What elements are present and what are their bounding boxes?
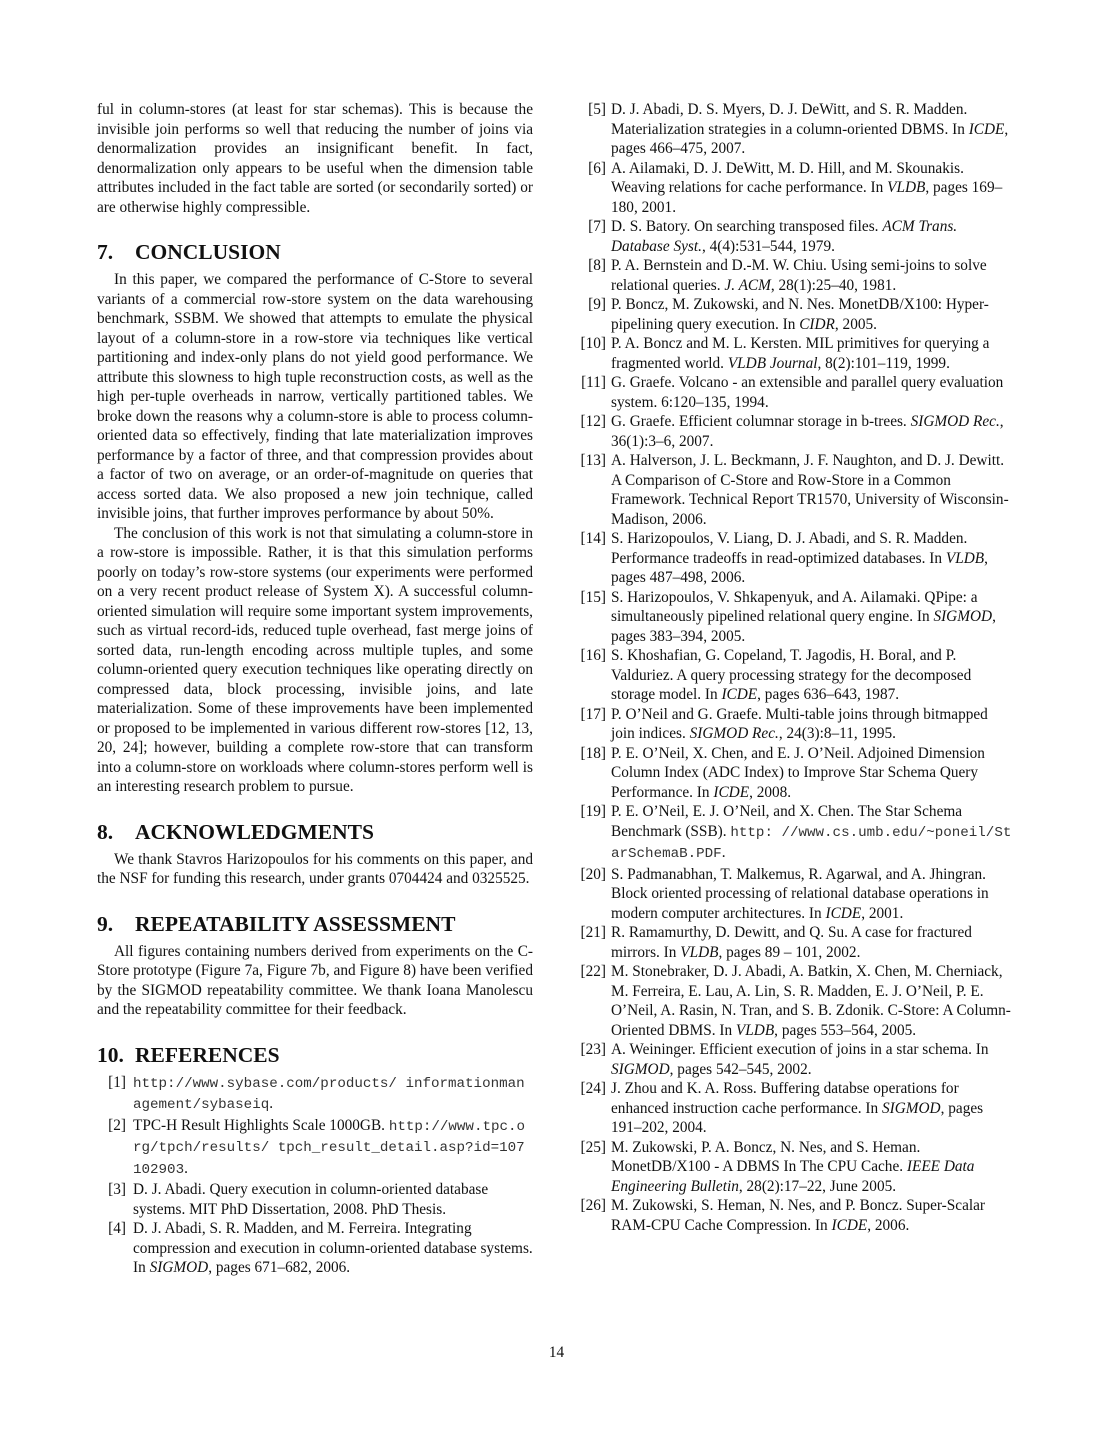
reference-text: , pages 671–682, 2006.: [208, 1259, 351, 1276]
reference-item: [583, 295, 1013, 334]
reference-item: [580, 962, 1013, 1040]
section-heading: [97, 240, 533, 264]
section-number: 9.: [97, 911, 114, 936]
reference-text: , 2001.: [861, 904, 904, 922]
reference-text: , pages 89 – 101, 2002.: [718, 943, 861, 961]
section-number: 10.: [97, 1042, 124, 1067]
reference-number: [25]: [580, 1138, 606, 1156]
reference-item: [580, 923, 1013, 962]
reference-item: [580, 451, 1013, 529]
reference-item: [97, 1073, 533, 1116]
section-title: CONCLUSION: [135, 240, 281, 264]
paragraph: We thank Stavros Harizopoulos for his comments on this paper, and the NSF for funding this research, under grants 0704424 and 0325525.: [97, 850, 533, 887]
reference-text: R. Ramamurthy, D. Dewitt, and Q. Su. A case for fractured mirrors. In: [611, 924, 972, 961]
reference-url[interactable]: http://www.tpc.org/tpch/results/ tpch_result_detail.asp?id=107102903: [133, 1118, 526, 1178]
reference-venue: SIGMOD: [933, 608, 993, 625]
paragraph: In this paper, we compared the performance of C-Store to several variants of a commercial row-store system on the data warehousing benchmark, SSBM. We showed that attempts to emulate the physical layout of a column-store in a row-store via techniques like vertical partitioning and index-only plans do not yield good performance. We attribute this slowness to high tuple reconstruction costs, as well as the high per-tuple overheads in narrow, vertically partitioned tables. We broke down the reasons why a column-store is able to process column-oriented data so effectively, finding that late materialization improves performance by a factor of three, and that compression provides about a factor of two on average, or an order-of-magnitude on queries that access sorted data. We also proposed a new join technique, called invisible joins, that further improves performance by about 50%.: [97, 271, 533, 522]
reference-item: [580, 744, 1013, 803]
reference-number: [20]: [580, 865, 606, 883]
reference-number: [5]: [588, 101, 606, 118]
reference-number: [26]: [580, 1197, 606, 1214]
reference-venue: SIGMOD: [611, 1060, 670, 1078]
reference-item: [583, 373, 1013, 412]
reference-number: [11]: [581, 374, 606, 391]
section-title: REPEATABILITY ASSESSMENT: [135, 911, 456, 936]
reference-number: [8]: [588, 257, 606, 274]
reference-item: [97, 1219, 533, 1278]
reference-venue: VLDB: [945, 549, 985, 567]
reference-item: [580, 802, 1013, 865]
reference-text: D. J. Abadi, S. R. Madden, and M. Ferreira. Integrating compression and execution in column-oriented database systems. In: [133, 1220, 533, 1276]
reference-item: [97, 1180, 533, 1219]
reference-text: M. Zukowski, S. Heman, N. Nes, and P. Boncz. Super-Scalar RAM-CPU Cache Compression. In: [611, 1197, 985, 1234]
reference-number: [2]: [108, 1116, 126, 1134]
reference-text: , 36(1):3–6, 2007.: [611, 413, 1004, 450]
reference-text: P. Boncz, M. Zukowski, and N. Nes. MonetDB/X100: Hyper-pipelining query execution. In: [611, 296, 989, 333]
reference-text: , 2005.: [834, 315, 877, 333]
section-heading: [97, 912, 533, 936]
reference-number: [12]: [580, 413, 606, 430]
section-heading: [97, 820, 533, 844]
reference-text: A. Halverson, J. L. Beckmann, J. F. Naughton, and D. J. Dewitt. A Comparison of C-Store and Row-Store in a Common Framework. Technical Report TR1570, University of Wisconsin-Madison, 2006.: [611, 452, 1009, 528]
reference-text: P. O’Neil and G. Graefe. Multi-table joins through bitmapped join indices.: [611, 705, 988, 742]
reference-text: .: [184, 1159, 188, 1177]
section-title: REFERENCES: [135, 1042, 280, 1067]
reference-text: J. Zhou and K. A. Ross. Buffering databse operations for enhanced instruction cache performance. In: [611, 1080, 959, 1117]
reference-text: D. S. Batory. On searching transposed files.: [611, 218, 883, 235]
reference-venue: VLDB: [887, 179, 926, 196]
references-list-left: [97, 1073, 533, 1278]
reference-text: , pages 383–394, 2005.: [611, 608, 996, 645]
reference-text: , 24(3):8–11, 1995.: [778, 725, 896, 742]
reference-text: A. Weininger. Efficient execution of joins in a star schema. In: [611, 1041, 989, 1058]
reference-text: G. Graefe. Efficient columnar storage in b-trees.: [611, 413, 911, 430]
reference-text: S. Padmanabhan, T. Malkemus, R. Agarwal, and A. Jhingran. Block oriented processing of relational database operations in modern computer architectures. In: [611, 865, 989, 922]
reference-text: D. J. Abadi. Query execution in column-oriented database systems. MIT PhD Dissertation, 2008. PhD Thesis.: [133, 1181, 489, 1218]
paragraph: All figures containing numbers derived from experiments on the C-Store prototype (Figure 7a, Figure 7b, and Figure 8) have been verified by the SIGMOD repeatability committee. We thank Ioana Manolescu and the repeatability committee for their feedback.: [97, 942, 533, 1018]
reference-number: [19]: [580, 803, 606, 820]
reference-number: [10]: [580, 335, 606, 352]
reference-number: [18]: [580, 744, 606, 762]
reference-venue: ICDE: [721, 686, 758, 703]
reference-text: P. A. Bernstein and D.-M. W. Chiu. Using semi-joins to solve relational queries.: [611, 257, 987, 294]
reference-venue: VLDB Journal: [727, 354, 818, 372]
reference-text: , 28(2):17–22, June 2005.: [738, 1177, 897, 1195]
reference-text: M. Stonebraker, D. J. Abadi, A. Batkin, X. Chen, M. Cherniack, M. Ferreira, E. Lau, A. Lin, S. R. Madden, E. J. O’Neil, P. E. O’Neil, A. Rasin, N. Tran, and S. B. Zdonik. C-Store: A Column-Oriented DBMS. In: [611, 963, 1011, 1039]
reference-venue: VLDB: [735, 1021, 775, 1039]
reference-text: S. Harizopoulos, V. Liang, D. J. Abadi, and S. R. Madden. Performance tradeoffs in read-optimized databases. In: [611, 530, 968, 567]
reference-number: [24]: [580, 1080, 606, 1097]
reference-item: [583, 217, 1013, 256]
reference-number: [22]: [580, 963, 606, 980]
reference-item: [97, 1116, 533, 1181]
reference-item: [580, 529, 1013, 588]
reference-item: [580, 1040, 1013, 1079]
reference-venue: SIGMOD: [149, 1259, 209, 1276]
reference-item: [580, 646, 1013, 705]
reference-text: , 2006.: [867, 1216, 910, 1234]
reference-text: , pages 169–180, 2001.: [611, 179, 1003, 216]
reference-number: [16]: [580, 647, 606, 664]
reference-text: D. J. Abadi, D. S. Myers, D. J. DeWitt, and S. R. Madden. Materialization strategies in a column-oriented DBMS. In: [611, 101, 969, 138]
reference-text: , pages 553–564, 2005.: [774, 1021, 917, 1039]
reference-number: [7]: [588, 218, 606, 235]
reference-text: , pages 191–202, 2004.: [611, 1099, 984, 1136]
right-column: [580, 100, 1013, 1235]
reference-item: [580, 1196, 1013, 1235]
reference-number: [23]: [580, 1041, 606, 1058]
reference-number: [6]: [588, 159, 606, 177]
reference-venue: VLDB: [680, 943, 719, 961]
reference-venue: SIGMOD Rec.: [910, 413, 1000, 430]
reference-venue: J. ACM: [724, 276, 771, 294]
reference-venue: ICDE: [713, 783, 750, 801]
reference-text: , pages 542–545, 2002.: [669, 1060, 812, 1078]
page-number: 14: [548, 1344, 565, 1361]
reference-text: P. E. O’Neil, X. Chen, and E. J. O’Neil. Adjoined Dimension Column Index (ADC Index) to Improve Star Schema Query Performance. In: [611, 744, 985, 801]
reference-number: [17]: [580, 705, 606, 723]
reference-text: M. Zukowski, P. A. Boncz, N. Nes, and S. Heman. MonetDB/X100 - A DBMS In The CPU Cache.: [611, 1138, 921, 1175]
paragraph: The conclusion of this work is not that simulating a column-store in a row-store is impossible. Rather, it is that this simulation performs poorly on today’s row-store systems (our experiments were performed on a very recent product release of System X). A successful column-oriented simulation will require some important system improvements, such as virtual record-ids, reduced tuple overhead, fast merge joins of sorted data, run-length encoding across multiple tuples, and some column-oriented query execution techniques like operating directly on compressed data, block processing, invisible joins, and late materialization. Some of these improvements have been implemented or proposed to be implemented in various different row-stores [12, 13, 20, 24]; however, building a complete row-store that can transform into a column-store on workloads where column-stores perform well is an interesting research problem to pursue.: [97, 524, 533, 795]
reference-item: [580, 1138, 1013, 1197]
reference-number: [9]: [588, 296, 606, 313]
reference-text: , pages 487–498, 2006.: [611, 549, 988, 586]
reference-text: , pages 466–475, 2007.: [611, 120, 1009, 157]
reference-text: G. Graefe. Volcano - an extensible and parallel query evaluation system. 6:120–135, 1994.: [611, 374, 1004, 411]
reference-url[interactable]: http://www.sybase.com/products/ informationmanagement/sybaseiq: [133, 1075, 525, 1113]
reference-item: [580, 865, 1013, 924]
reference-number: [15]: [580, 588, 606, 606]
reference-text: , 8(2):101–119, 1999.: [817, 354, 950, 372]
reference-text: TPC-H Result Highlights Scale 1000GB.: [133, 1116, 389, 1134]
reference-item: [580, 334, 1013, 373]
references-list-right: [580, 100, 1013, 1235]
reference-item: [580, 588, 1013, 647]
reference-text: S. Harizopoulos, V. Shkapenyuk, and A. Ailamaki. QPipe: a simultaneously pipelined relational query engine. In: [611, 588, 978, 625]
reference-number: [4]: [108, 1220, 126, 1237]
sections: [97, 240, 533, 1020]
reference-text: , 28(1):25–40, 1981.: [770, 276, 897, 294]
reference-text: P. A. Boncz and M. L. Kersten. MIL primitives for querying a fragmented world.: [611, 335, 990, 372]
left-column: [97, 100, 533, 1278]
reference-number: [3]: [108, 1181, 126, 1198]
reference-text: .: [269, 1095, 274, 1112]
reference-text: , pages 636–643, 1987.: [757, 686, 900, 703]
section-title: ACKNOWLEDGMENTS: [135, 819, 374, 844]
reference-text: , 4(4):531–544, 1979.: [701, 237, 835, 255]
reference-item: [583, 256, 1013, 295]
reference-venue: ICDE: [831, 1216, 868, 1234]
reference-venue: CIDR: [799, 315, 835, 333]
reference-venue: SIGMOD: [881, 1099, 941, 1117]
reference-text: A. Ailamaki, D. J. DeWitt, M. D. Hill, and M. Skounakis. Weaving relations for cache performance. In: [611, 159, 964, 196]
reference-text: S. Khoshafian, G. Copeland, T. Jagodis, H. Boral, and P. Valduriez. A query processing strategy for the decomposed storage model. In: [611, 647, 972, 703]
reference-text: .: [721, 844, 726, 861]
reference-venue: IEEE Data Engineering Bulletin: [611, 1158, 975, 1195]
reference-venue: ACM Trans. Database Syst.: [611, 218, 958, 255]
reference-venue: ICDE: [968, 120, 1005, 138]
reference-text: P. E. O’Neil, E. J. O’Neil, and X. Chen. The Star Schema Benchmark (SSB).: [611, 803, 963, 840]
reference-venue: SIGMOD Rec.: [689, 725, 779, 742]
intro-paragraph: ful in column-stores (at least for star schemas). This is because the invisible join performs so well that reducing the number of joins via denormalization provides an insignificant benefit. In fact, denormalization only appears to be useful when the dimension table attributes included in the fact table are sorted (or secondarily sorted) or are otherwise highly compressible.: [97, 101, 533, 216]
reference-item: [580, 1079, 1013, 1138]
reference-url[interactable]: http: //www.cs.umb.edu/~poneil/StarSchemaB.PDF: [611, 824, 1012, 862]
reference-number: [21]: [580, 924, 606, 941]
reference-venue: ICDE: [825, 904, 862, 922]
reference-item: [580, 705, 1013, 744]
reference-number: [14]: [580, 530, 606, 547]
reference-item: [583, 159, 1013, 218]
reference-item: [580, 412, 1013, 451]
references-heading: [97, 1043, 533, 1067]
section-number: 7.: [97, 240, 114, 264]
section-number: 8.: [97, 819, 114, 844]
reference-text: , 2008.: [749, 783, 792, 801]
reference-number: [13]: [580, 452, 606, 469]
reference-number: [1]: [108, 1073, 126, 1091]
reference-item: [583, 100, 1013, 159]
